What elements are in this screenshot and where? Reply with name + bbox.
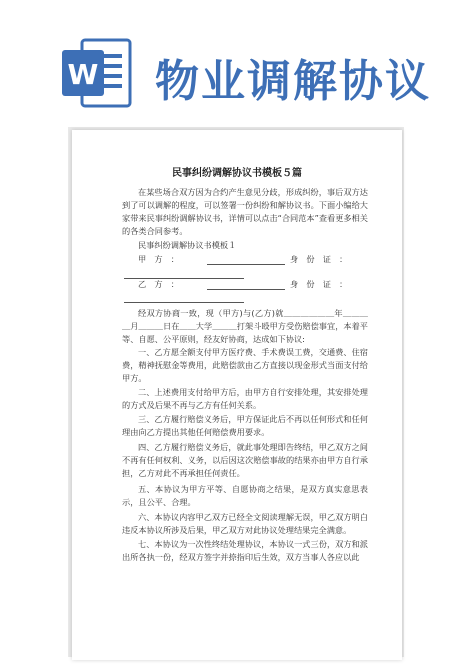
party-a-id-label: 身 份 证 ： (290, 254, 348, 264)
document-title: 民事纠纷调解协议书模板５篇 (172, 168, 302, 179)
agreement-paragraph: 经双方协商一致，现（甲方)与(乙方)就＿＿＿＿＿＿年＿＿＿＿月＿＿＿日在＿＿大学＿＿＿打架斗殴甲方受伤赔偿事宜，本着平等、自愿、公平原则，经友好协商，达成如下协议: (122, 308, 368, 344)
party-a-label: 甲 方 ： (138, 254, 179, 264)
party-b-id-line (124, 302, 244, 303)
clause-3: 三、乙方履行赔偿义务后，甲方保证此后不再以任何形式和任何理由向乙方提出其他任何赔偿费用要求。 (122, 414, 368, 437)
clause-1: 一、乙方愿全额支付甲方医疗费、手术费误工费，交通费、住宿费，精神抚慰金等费用，此赔偿款由乙方直接以现金形式当面支付给甲方。 (122, 347, 368, 383)
word-icon (60, 36, 134, 110)
clause-6: 六、本协议内容甲乙双方已经全文阅读理解无误，甲乙双方明白违反本协议所涉及后果，甲乙双方对此协议处理结果完全满意。 (122, 512, 368, 535)
party-b-id-label: 身 份 证 ： (290, 279, 348, 289)
party-b-name-line (207, 289, 285, 290)
clause-5: 五、本协议为甲方平等、自愿协商之结果，是双方真实意思表示，且公平、合理。 (122, 484, 368, 507)
document-subtitle: 民事纠纷调解协议书模板１ (138, 240, 237, 250)
clause-2: 二、上述费用支付给甲方后，由甲方自行安排处理，其安排处理的方式及后果不再与乙方有任何关系。 (122, 387, 368, 410)
svg-text:W: W (67, 58, 99, 91)
intro-paragraph: 在某些场合双方因为合约产生意见分歧，形成纠纷，事后双方达到了可以调解的程度，可以签署一份纠纷和解协议书。下面小编给大家带来民事纠纷调解协议书，详情可以点击“合同范本”查看更多相关的各类合同参考。 (122, 187, 368, 236)
party-a-name-line (207, 264, 285, 265)
clause-7: 七、本协议为一次性终结处理协议，本协议一式三份，双方和派出所各执一份，经双方签字并捺指印后生效，双方当事人各应以此 (122, 539, 368, 562)
document-page (72, 130, 402, 660)
clause-4: 四、乙方履行赔偿义务后，就此事处理即告终结，甲乙双方之间不再有任何权利、义务，以后因这次赔偿事故的结果亦由甲方自行承担，乙方对此不再承担任何责任。 (122, 442, 368, 478)
banner (0, 0, 474, 125)
banner-title: 物业调解协议 (155, 56, 431, 107)
party-b-label: 乙 方 ： (138, 279, 179, 289)
